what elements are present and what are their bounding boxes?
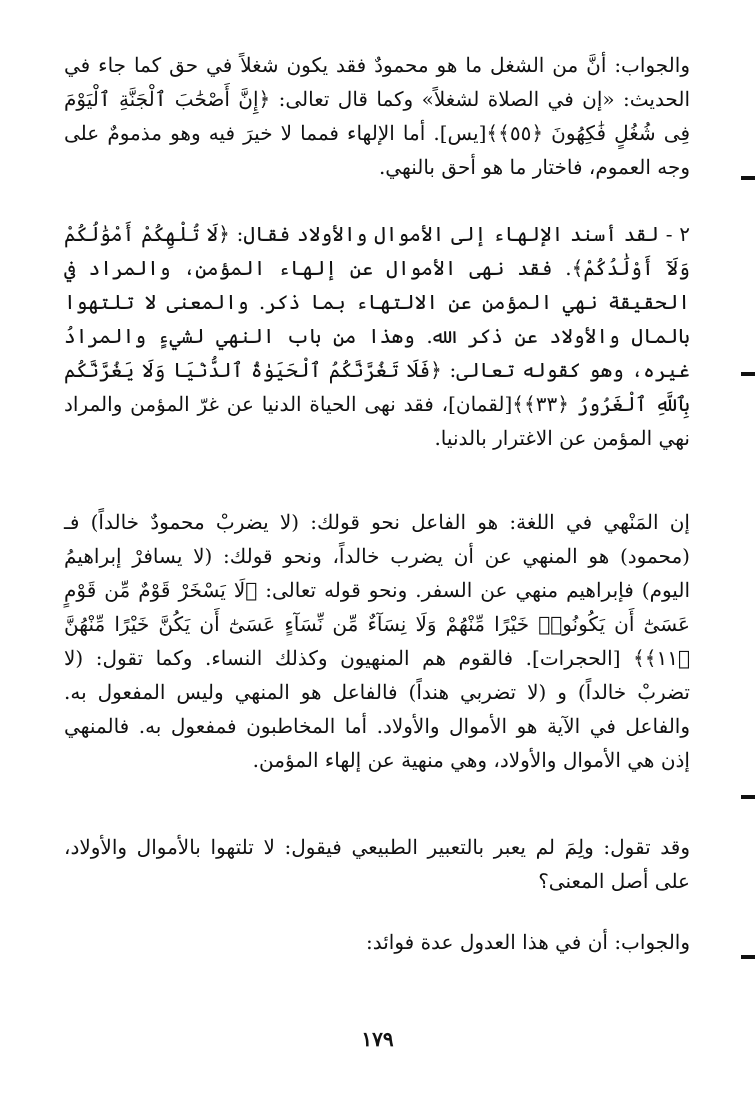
scan-edge-mark [741, 176, 755, 180]
scan-edge-mark [741, 372, 755, 376]
paragraph-2: ٢ - لقد أسند الإلهاء إلى الأموال والأولاد فقال: ﴿لَا تُلْهِكُمْ أَمْوَٰلُكُمْ وَلَآ أَوْلَٰدُكُمْ﴾. فقد نهى الأموال عن إلهاء المؤمن، والمراد في الحقيقة نهي المؤمن عن الالتهاء بما ذكر. والمعنى لا تلتهوا بالمال والأولاد عن ذكر الله. وهذا من باب النهي لشيءٍ والمرادُ غيره، وهو كقوله تعالى: ﴿فَلَا تَغُرَّنَّكُمُ ٱلْحَيَوٰةُ ٱلدُّنْيَا وَلَا يَغُرَّنَّكُم بِٱللَّهِ ٱلْغَرُورُ ﴿٣٣﴾﴾[لقمان]، فقد نهى الحياة الدنيا عن غرّ المؤمن والمراد نهي المؤمن عن الاغترار بالدنيا. [64, 222, 690, 450]
paragraph-1: والجواب: أنَّ من الشغل ما هو محمودٌ فقد يكون شغلاً في حق كما جاء في الحديث: «إن في الصلاة لشغلاً» وكما قال تعالى: ﴿إِنَّ أَصْحَٰبَ ٱلْجَنَّةِ ٱلْيَوْمَ فِى شُغُلٍ فَٰكِهُونَ ﴿٥٥﴾﴾[يس]. أما الإلهاء فمما لا خيرَ فيه وهو مذمومٌ على وجه العموم، فاختار ما هو أحق بالنهي. [64, 53, 691, 179]
scan-edge-mark [741, 955, 755, 959]
paragraph-5: والجواب: أن في هذا العدول عدة فوائد: [365, 930, 690, 954]
scan-edge-mark [741, 795, 755, 799]
page-number: ١٧٩ [361, 1027, 394, 1051]
paragraph-3: إن المَنْهي في اللغة: هو الفاعل نحو قولك: (لا يضربْ محمودٌ خالداً) فـ (محمود) هو المنهي عن أن يضرب خالداً، ونحو قولك: (لا يسافرْ إبراهيمُ اليوم) فإبراهيم منهي عن السفر. ونحو قوله تعالى: ﴿لَا يَسْخَرْ قَوْمٌ مِّن قَوْمٍ عَسَىٰٓ أَن يَكُونُوا۟ خَيْرًا مِّنْهُمْ وَلَا نِسَآءٌ مِّن نِّسَآءٍ عَسَىٰٓ أَن يَكُنَّ خَيْرًا مِّنْهُنَّ ﴿١١﴾﴾ [الحجرات]. فالقوم هم المنهيون وكذلك النساء. وكما تقول: (لا تضربْ خالداً) و (لا تضربي هنداً) فالفاعل هو المنهي وليس المفعول به. والفاعل في الآية هو الأموال والأولاد. أما المخاطبون فمفعول به. فالمنهي إذن هي الأموال والأولاد، وهي منهية عن إلهاء المؤمن. [64, 510, 690, 772]
paragraph-4: وقد تقول: ولِمَ لم يعبر بالتعبير الطبيعي فيقول: لا تلتهوا بالأموال والأولاد، على أصل المعنى؟ [64, 835, 690, 893]
